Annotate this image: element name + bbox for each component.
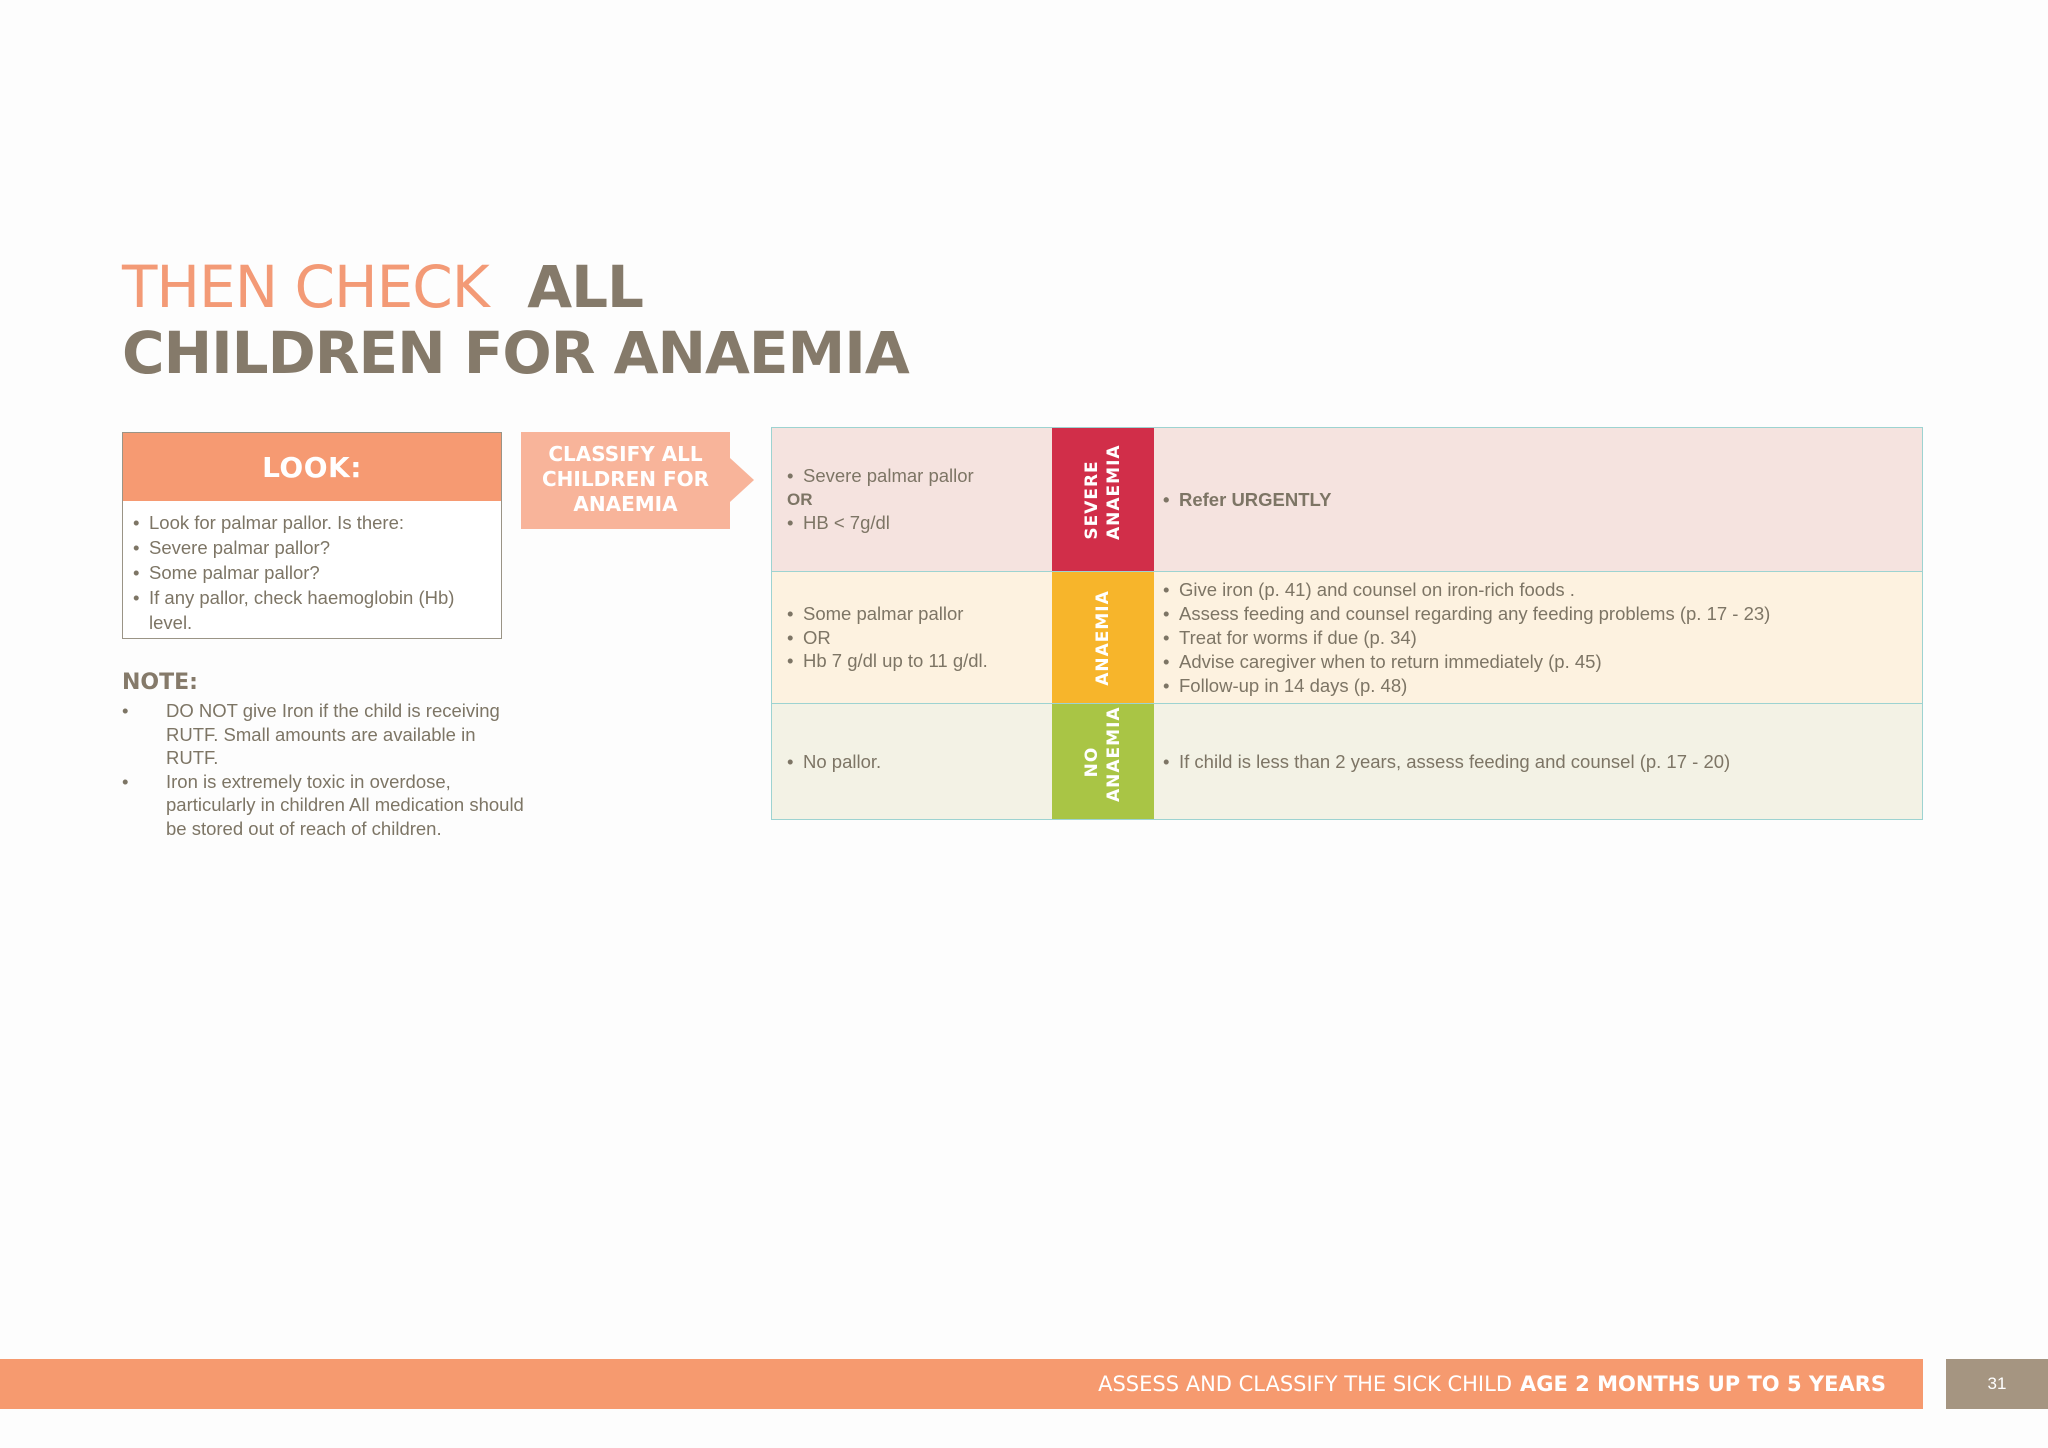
classification-cell [1052,428,1154,571]
look-item: • If any pallor, check haemoglobin (Hb) level. [133,585,485,635]
look-item: • Severe palmar pallor? [133,535,485,560]
note-item: • DO NOT give Iron if the child is receiving RUTF. Small amounts are available in RUTF. [122,699,532,770]
treatment-item: • Advise caregiver when to return immediately (p. 45) [1163,650,1770,674]
look-item: • Look for palmar pallor. Is there: [133,510,485,535]
classification-label: NO ANAEMIA [1082,705,1124,802]
sign-item: • No pallor. [787,750,881,774]
title-line-2: CHILDREN FOR ANAEMIA [122,319,909,387]
footer-bold-text: AGE 2 MONTHS UP TO 5 YEARS [1520,1372,1886,1396]
look-header: LOOK: [123,433,501,501]
treatment-cell [1154,572,1922,703]
treatment-cell [1154,704,1922,819]
look-box [122,432,502,639]
treatment-cell [1154,428,1922,571]
classification-cell [1052,704,1154,819]
treatment-item: • Treat for worms if due (p. 34) [1163,626,1770,650]
sign-item: • HB < 7g/dl [787,511,974,535]
table-row-no-anaemia [772,703,1922,819]
treatment-item: • Give iron (p. 41) and counsel on iron-rich foods . [1163,578,1770,602]
table-row-severe-anaemia [772,428,1922,571]
signs-cell [772,572,1052,703]
treatment-item: • If child is less than 2 years, assess feeding and counsel (p. 17 - 20) [1163,750,1730,774]
signs-cell [772,704,1052,819]
note-item: • Iron is extremely toxic in overdose, particularly in children All medication should be stored out of reach of children. [122,770,532,841]
footer-bar [0,1359,1923,1409]
classification-table [771,427,1923,820]
classify-arrow-icon [730,458,754,502]
sign-item: • Some palmar pallor [787,602,988,626]
note-title: NOTE: [122,670,198,695]
sign-item: • OR [787,626,988,650]
look-item: • Some palmar pallor? [133,560,485,585]
classification-label: SEVERE ANAEMIA [1082,443,1124,540]
page-title [122,254,909,386]
sign-item: • Severe palmar pallor [787,464,974,488]
title-part-1: THEN CHECK [122,253,489,321]
classify-label: CLASSIFY ALL CHILDREN FOR ANAEMIA [521,432,730,529]
treatment-item: • Refer URGENTLY [1163,488,1332,512]
treatment-item: • Assess feeding and counsel regarding any feeding problems (p. 17 - 23) [1163,602,1770,626]
sign-or: OR [787,489,813,509]
treatment-item: • Follow-up in 14 days (p. 48) [1163,674,1770,698]
note-list [122,699,532,840]
sign-item: • Hb 7 g/dl up to 11 g/dl. [787,649,988,673]
look-list [123,501,501,635]
title-part-2: ALL [527,253,644,321]
classification-cell [1052,572,1154,703]
signs-cell [772,428,1052,571]
footer-text: ASSESS AND CLASSIFY THE SICK CHILD [1098,1372,1512,1396]
page-number: 31 [1946,1359,2048,1409]
table-row-anaemia [772,571,1922,703]
classification-label: ANAEMIA [1093,589,1113,686]
